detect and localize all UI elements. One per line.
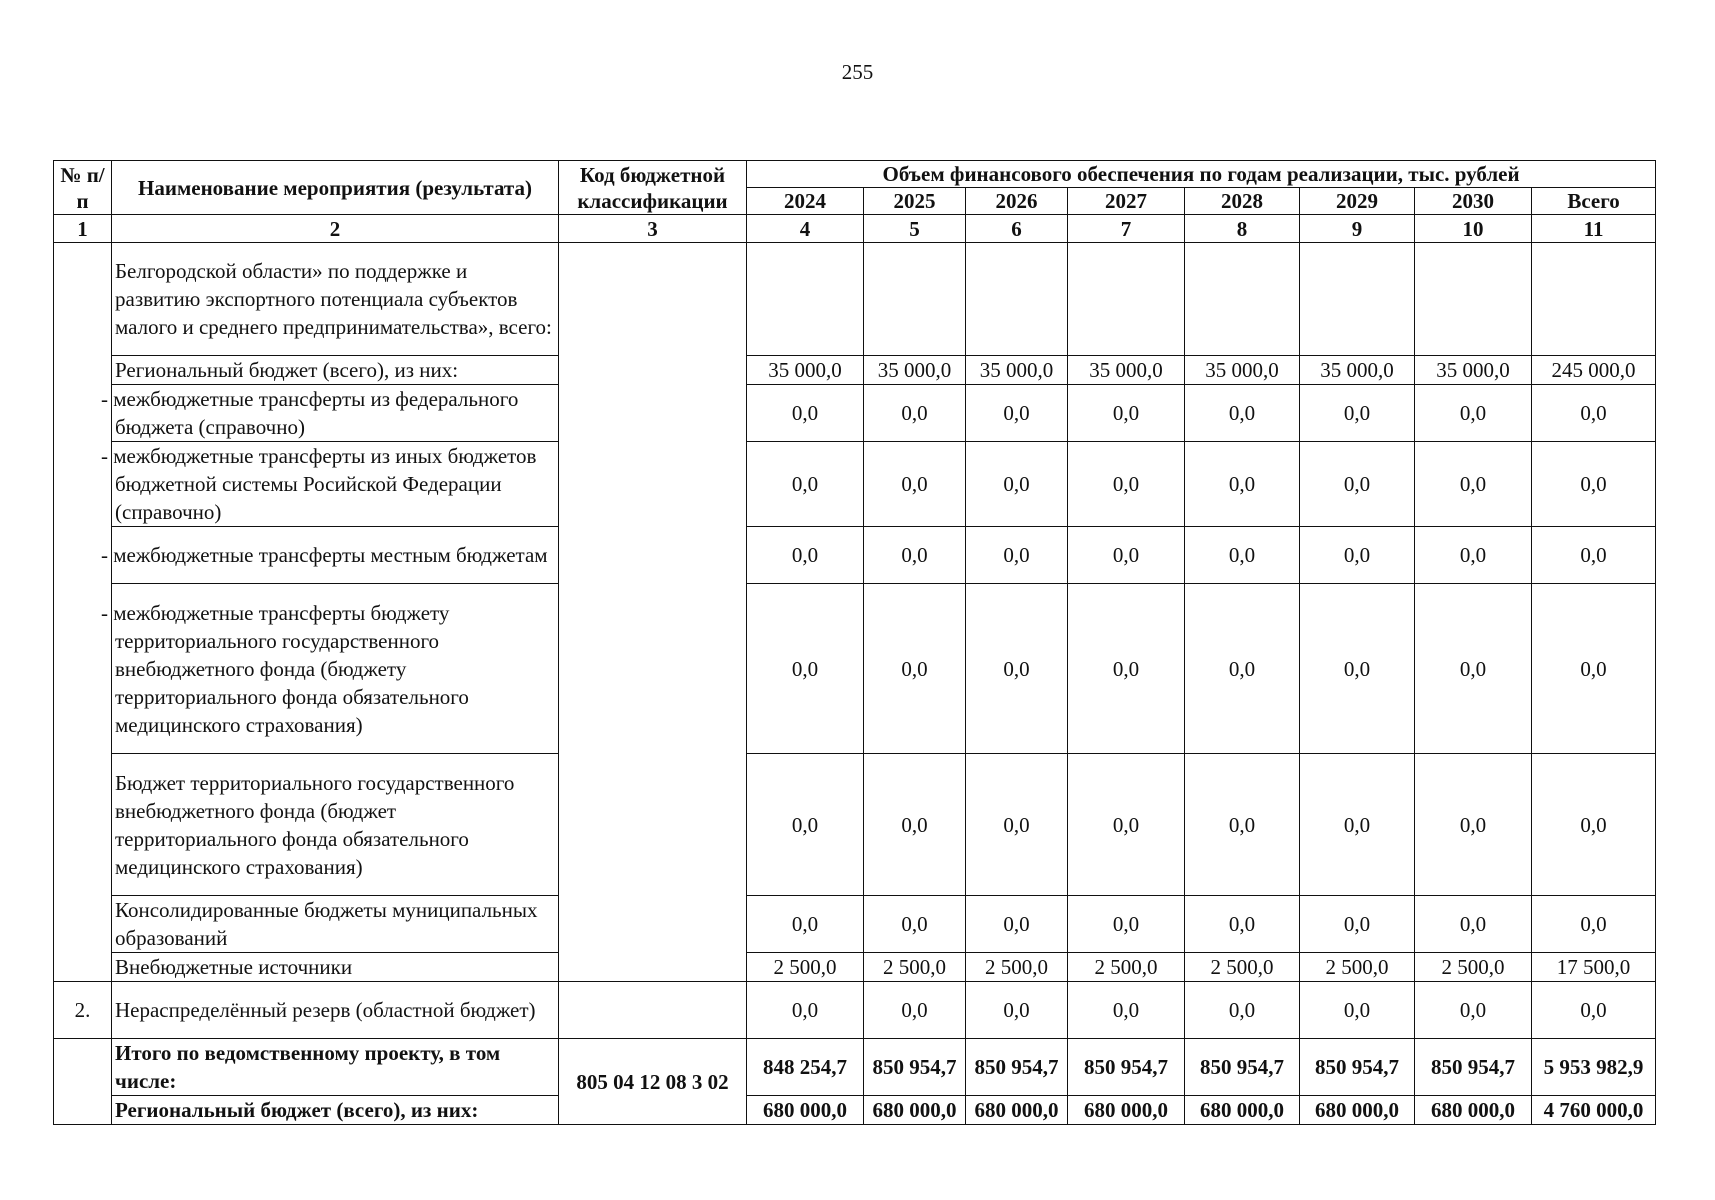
header-year: 2025 [864,188,966,215]
row-value: 850 954,7 [1415,1039,1532,1096]
row-value: 0,0 [1300,442,1415,527]
row-value: 35 000,0 [1068,356,1185,385]
row-name: Внебюджетные источники [112,953,559,982]
row-value: 0,0 [1532,385,1656,442]
table-row [54,1039,1656,1096]
row-name: - межбюджетные трансферты бюджету территориального государственного внебюджетного фонда (бюджету территориального фонда обязательного медицинского страхования) [112,584,559,754]
row-value: 0,0 [1532,896,1656,953]
header-volume: Объем финансового обеспечения по годам реализации, тыс. рублей [747,161,1656,188]
row-value: 0,0 [864,982,966,1039]
row-value: 0,0 [1532,754,1656,896]
row-value: 0,0 [864,385,966,442]
financing-table [53,160,1656,1125]
column-number: 9 [1300,215,1415,243]
row-value: 0,0 [966,527,1068,584]
column-number: 8 [1185,215,1300,243]
row-value: 0,0 [1415,896,1532,953]
row-value: 0,0 [1415,442,1532,527]
row-value: 0,0 [1415,385,1532,442]
row-name: Итого по ведомственному проекту, в том числе: [112,1039,559,1096]
header-year: 2024 [747,188,864,215]
row-value: 680 000,0 [1068,1096,1185,1125]
table-row [54,982,1656,1039]
column-number: 1 [54,215,112,243]
header-code: Код бюджетной классификации [559,161,747,215]
row-value: 0,0 [1300,527,1415,584]
row-value: 0,0 [1532,442,1656,527]
row-value: 0,0 [966,385,1068,442]
row-value: 0,0 [1185,982,1300,1039]
row-value: 35 000,0 [1185,356,1300,385]
table-row [54,527,1656,584]
row-value: 848 254,7 [747,1039,864,1096]
row-value [1532,243,1656,356]
row-value: 0,0 [747,527,864,584]
row-value: 0,0 [1185,385,1300,442]
column-number: 2 [112,215,559,243]
row-value: 2 500,0 [1185,953,1300,982]
header-name: Наименование мероприятия (результата) [112,161,559,215]
row-value: 0,0 [864,754,966,896]
row-value: 0,0 [1532,982,1656,1039]
row-value: 0,0 [1185,527,1300,584]
row-value: 0,0 [747,896,864,953]
row-value: 0,0 [1185,584,1300,754]
row-name: Бюджет территориального государственного внебюджетного фонда (бюджет территориального фонда обязательного медицинского страхования) [112,754,559,896]
row-value [1300,243,1415,356]
row-value: 35 000,0 [864,356,966,385]
row-value: 0,0 [1185,896,1300,953]
row-name: Консолидированные бюджеты муниципальных образований [112,896,559,953]
row-value: 0,0 [1415,527,1532,584]
row-value: 2 500,0 [864,953,966,982]
row-value: 680 000,0 [966,1096,1068,1125]
row-value: 0,0 [1300,982,1415,1039]
row-value: 0,0 [1068,584,1185,754]
row-name: Белгородской области» по поддержке и развитию экспортного потенциала субъектов малого и среднего предпринимательства», всего: [112,243,559,356]
row-value: 0,0 [747,982,864,1039]
row-value: 0,0 [864,584,966,754]
row-name: Региональный бюджет (всего), из них: [112,356,559,385]
row-value: 0,0 [1068,442,1185,527]
table-row [54,356,1656,385]
row-name: - межбюджетные трансферты местным бюджетам [112,527,559,584]
column-number: 11 [1532,215,1656,243]
row-value [1415,243,1532,356]
row-value: 850 954,7 [864,1039,966,1096]
row-value: 0,0 [966,982,1068,1039]
table-row [54,953,1656,982]
row-value: 850 954,7 [1185,1039,1300,1096]
row-value: 0,0 [1068,527,1185,584]
row-name: - межбюджетные трансферты из иных бюджетов бюджетной системы Росийской Федерации (справочно) [112,442,559,527]
row-value: 680 000,0 [1300,1096,1415,1125]
row-value: 2 500,0 [1415,953,1532,982]
row-value: 17 500,0 [1532,953,1656,982]
header-row-1 [54,161,1656,188]
header-year: 2026 [966,188,1068,215]
row-name: - межбюджетные трансферты из федерального бюджета (справочно) [112,385,559,442]
row-value: 0,0 [1300,385,1415,442]
row-value: 0,0 [1415,584,1532,754]
row-value: 0,0 [747,442,864,527]
row-num [54,1039,112,1125]
row-value: 0,0 [966,754,1068,896]
table-row [54,1096,1656,1125]
row-name: Региональный бюджет (всего), из них: [112,1096,559,1125]
row-value: 850 954,7 [1300,1039,1415,1096]
header-year: 2030 [1415,188,1532,215]
row-value: 2 500,0 [747,953,864,982]
row-value: 2 500,0 [966,953,1068,982]
column-number: 5 [864,215,966,243]
row-value: 0,0 [966,442,1068,527]
header-num: № п/п [54,161,112,215]
header-year: 2029 [1300,188,1415,215]
row-num: 2. [54,982,112,1039]
row-value: 0,0 [966,584,1068,754]
row-value: 2 500,0 [1300,953,1415,982]
column-number: 3 [559,215,747,243]
row-code [559,982,747,1039]
row-value: 5 953 982,9 [1532,1039,1656,1096]
row-value: 0,0 [747,754,864,896]
row-code [559,243,747,982]
row-value: 0,0 [1185,442,1300,527]
row-value: 0,0 [1300,584,1415,754]
column-number: 7 [1068,215,1185,243]
row-value: 0,0 [864,442,966,527]
column-number: 6 [966,215,1068,243]
table-row [54,584,1656,754]
row-value: 0,0 [1300,754,1415,896]
page-number: 255 [841,60,874,84]
row-value: 680 000,0 [1415,1096,1532,1125]
header-year: 2028 [1185,188,1300,215]
row-name: Нераспределённый резерв (областной бюджет) [112,982,559,1039]
row-value [864,243,966,356]
row-value: 0,0 [1300,896,1415,953]
column-number: 10 [1415,215,1532,243]
row-value: 35 000,0 [966,356,1068,385]
row-value: 0,0 [966,896,1068,953]
row-value: 0,0 [1068,754,1185,896]
row-code: 805 04 12 08 3 02 [559,1039,747,1125]
row-value: 680 000,0 [1185,1096,1300,1125]
table-row [54,243,1656,356]
row-value: 0,0 [1068,896,1185,953]
table-row [54,385,1656,442]
row-value: 245 000,0 [1532,356,1656,385]
row-value [966,243,1068,356]
header-total: Всего [1532,188,1656,215]
row-value [1068,243,1185,356]
row-value: 680 000,0 [747,1096,864,1125]
row-value: 2 500,0 [1068,953,1185,982]
row-value [747,243,864,356]
row-value: 0,0 [1532,527,1656,584]
row-value: 850 954,7 [1068,1039,1185,1096]
row-value: 35 000,0 [1300,356,1415,385]
row-value: 0,0 [1185,754,1300,896]
row-value: 0,0 [864,896,966,953]
row-value [1185,243,1300,356]
row-value: 680 000,0 [864,1096,966,1125]
row-value: 0,0 [864,527,966,584]
table-row [54,754,1656,896]
header-year: 2027 [1068,188,1185,215]
row-value: 35 000,0 [1415,356,1532,385]
column-numbers-row [54,215,1656,243]
table-row [54,442,1656,527]
row-value: 0,0 [1532,584,1656,754]
row-value: 4 760 000,0 [1532,1096,1656,1125]
row-value: 850 954,7 [966,1039,1068,1096]
column-number: 4 [747,215,864,243]
row-value: 0,0 [1415,982,1532,1039]
row-value: 0,0 [747,584,864,754]
row-value: 0,0 [1415,754,1532,896]
row-value: 0,0 [1068,982,1185,1039]
row-value: 35 000,0 [747,356,864,385]
row-value: 0,0 [1068,385,1185,442]
table-row [54,896,1656,953]
row-value: 0,0 [747,385,864,442]
